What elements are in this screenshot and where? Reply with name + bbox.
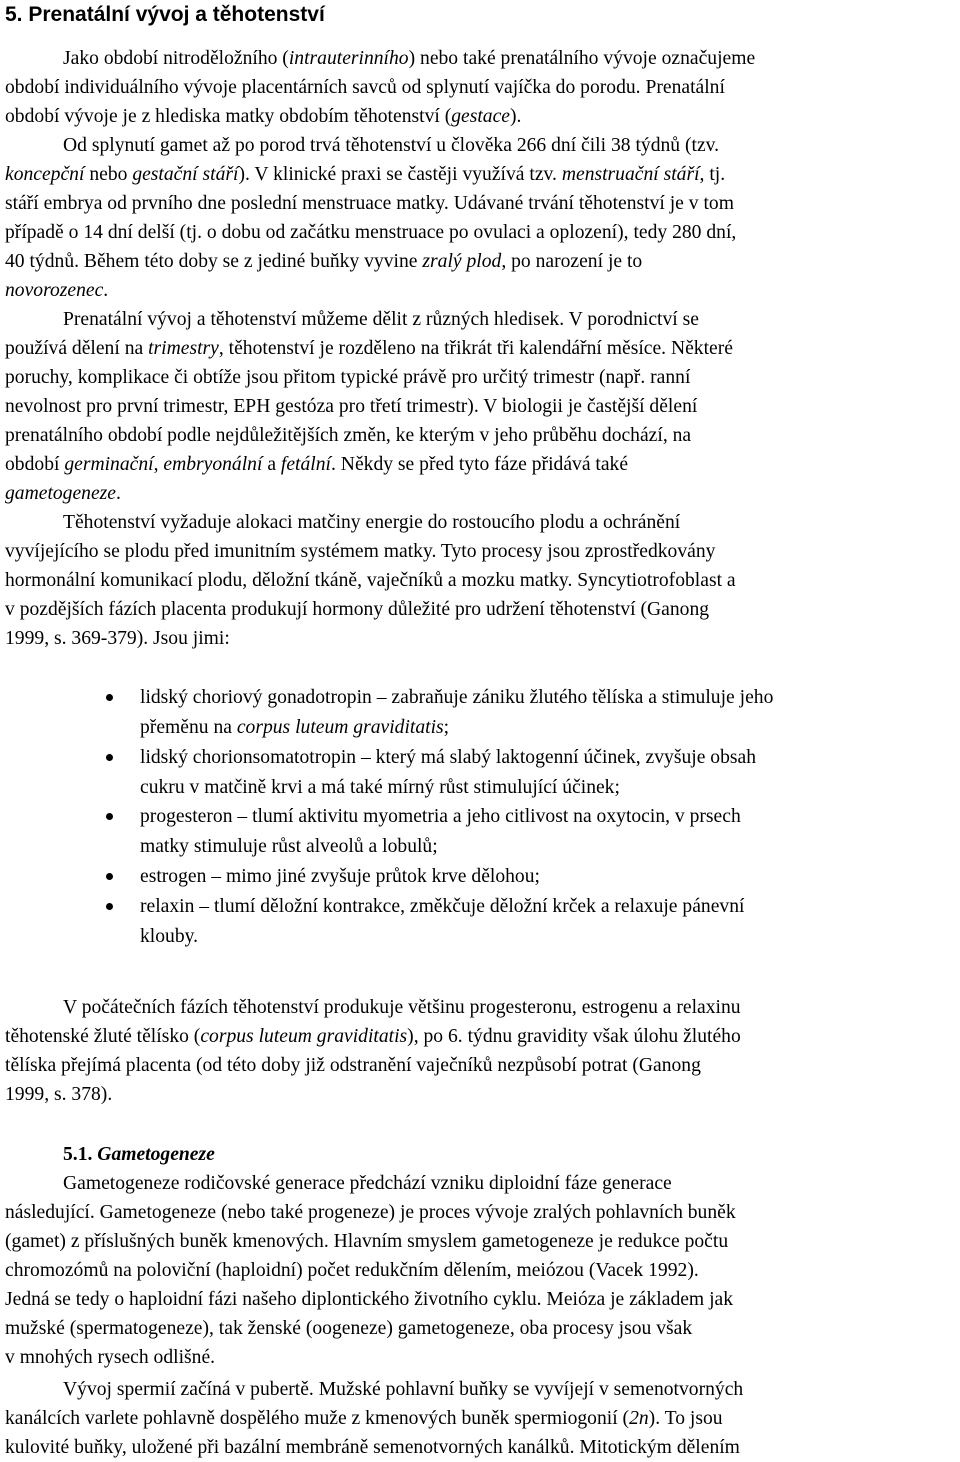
- text-run: přeměnu na: [140, 717, 237, 738]
- bullet-icon: [106, 754, 113, 761]
- bullet-icon: [106, 813, 113, 820]
- text-run: matky stimuluje růst alveolů a lobulů;: [140, 836, 438, 857]
- text-run: období vývoje je z hlediska matky obdobím těhotenství (: [5, 106, 452, 127]
- text-line: [5, 479, 121, 508]
- text-line: [5, 1404, 723, 1433]
- text-run: Prenatální vývoj a těhotenství můžeme dělit z různých hledisek. V porodnictví se: [63, 309, 699, 330]
- text-run: klouby.: [140, 926, 199, 947]
- text-run: (gamet) z příslušných buněk kmenových. Hlavním smyslem gametogeneze je redukce počtu: [5, 1231, 729, 1252]
- text-line: [5, 392, 697, 421]
- text-run: stáří embrya od prvního dne poslední menstruace matky. Udávané trvání těhotenství je v tom: [5, 193, 734, 214]
- text-line: [5, 160, 725, 189]
- text-run: lidský choriový gonadotropin – zabraňuje zániku žlutého tělíska a stimuluje jeho: [140, 687, 774, 708]
- italic-run: corpus luteum graviditatis: [236, 717, 444, 738]
- italic-run: embryonální: [163, 454, 263, 475]
- text-run: používá dělení na: [5, 338, 149, 359]
- text-line: [63, 508, 680, 537]
- section-heading: [63, 1140, 215, 1169]
- text-run: v mnohých rysech odlišné.: [5, 1347, 216, 1368]
- italic-run: gestační stáří: [132, 164, 239, 185]
- italic-run: gestace: [451, 106, 510, 127]
- text-run: Jedná se tedy o haploidní fázi našeho diplontického životního cyklu. Meióza je základem jak: [5, 1289, 734, 1310]
- italic-run: germinační: [64, 454, 154, 475]
- text-line: [63, 1375, 743, 1404]
- text-line: [5, 537, 715, 566]
- text-run: ), po 6. týdnu gravidity však úlohu žlutého: [407, 1026, 741, 1047]
- text-line: [5, 218, 736, 247]
- text-run: Od splynutí gamet až po porod trvá těhotenství u člověka 266 dní čili 38 týdnů (tzv.: [63, 135, 720, 156]
- list-item-line: [140, 832, 438, 861]
- list-item-line: [140, 862, 540, 891]
- text-run: 40 týdnů. Během této doby se z jediné buňky vyvine: [5, 251, 423, 272]
- italic-run: zralý plod: [422, 251, 502, 272]
- text-line: [5, 421, 691, 450]
- text-line: [5, 1256, 699, 1285]
- text-run: v pozdějších fázích placenta produkují hormony důležité pro udržení těhotenství (Ganong: [5, 599, 710, 620]
- text-line: [5, 73, 725, 102]
- text-line: [5, 1285, 733, 1314]
- italic-run: fetální: [280, 454, 331, 475]
- text-run: vyvíjejícího se plodu před imunitním systémem matky. Tyto procesy jsou zprostředkovány: [5, 541, 716, 562]
- text-line: [63, 305, 699, 334]
- list-item-line: [140, 713, 449, 742]
- text-run: Vývoj spermií začíná v pubertě. Mužské pohlavní buňky se vyvíjejí v semenotvorných: [63, 1379, 744, 1400]
- text-line: [5, 595, 709, 624]
- text-run: , těhotenství je rozděleno na třikrát tři kalendářní měsíce. Některé: [218, 338, 733, 359]
- text-run: .: [116, 483, 121, 504]
- italic-run: menstruační stáří: [561, 164, 700, 185]
- italic-run: corpus luteum graviditatis: [200, 1026, 408, 1047]
- text-line: [5, 1433, 740, 1462]
- chapter-heading: 5. Prenatální vývoj a těhotenství: [5, 3, 325, 26]
- list-item-line: [140, 802, 741, 831]
- text-run: období: [5, 454, 65, 475]
- text-line: [5, 247, 642, 276]
- text-run: období individuálního vývoje placentárních savců od splynutí vajíčka do porodu. Prenatální: [5, 77, 725, 98]
- italic-run: intrauterinního: [288, 48, 409, 69]
- text-line: [5, 276, 108, 305]
- text-run: ;: [443, 717, 450, 738]
- list-item-line: [140, 922, 198, 951]
- text-line: [5, 189, 734, 218]
- text-line: [63, 44, 755, 73]
- text-run: 1999, s. 369-379). Jsou jimi:: [5, 628, 230, 649]
- text-run: nebo: [84, 164, 133, 185]
- text-run: následující. Gametogeneze (nebo také progeneze) je proces vývoje zralých pohlavních buněk: [5, 1202, 736, 1223]
- text-run: ). V klinické praxi se častěji využívá tzv.: [238, 164, 562, 185]
- bullet-icon: [106, 694, 113, 701]
- text-run: . Někdy se před tyto fáze přidává také: [331, 454, 629, 475]
- text-run: Těhotenství vyžaduje alokaci matčiny energie do rostoucího plodu a ochránění: [63, 512, 681, 533]
- text-run: estrogen – mimo jiné zvyšuje průtok krve dělohou;: [140, 866, 540, 887]
- text-run: Jako období nitroděložního (: [63, 48, 289, 69]
- text-run: a: [262, 454, 281, 475]
- text-line: [5, 450, 628, 479]
- text-run: hormonální komunikací plodu, děložní tkáně, vaječníků a mozku matky. Syncytiotrofoblast a: [5, 570, 736, 591]
- text-run: prenatálního období podle nejdůležitějších změn, ke kterým v jeho průběhu dochází, na: [5, 425, 692, 446]
- text-line: [63, 1169, 672, 1198]
- italic-run: 2n: [629, 1408, 649, 1429]
- text-run: případě o 14 dní delší (tj. o dobu od začátku menstruace po ovulaci a oplození), tedy 280 dní,: [5, 222, 737, 243]
- text-run: .: [103, 280, 109, 301]
- text-line: [5, 334, 733, 363]
- text-run: ) nebo také prenatálního vývoje označujeme: [408, 48, 756, 69]
- italic-run: novorozenec: [5, 280, 104, 301]
- text-run: V počátečních fázích těhotenství produkuje většinu progesteronu, estrogenu a relaxinu: [63, 997, 741, 1018]
- text-run: ). To jsou: [648, 1408, 723, 1429]
- text-run: kulovité buňky, uložené při bazální membráně semenotvorných kanálků. Mitotickým dělením: [5, 1437, 740, 1458]
- bullet-icon: [106, 873, 113, 880]
- text-run: chromozómů na poloviční (haploidní) počet redukčním dělením, meiózou (Vacek 1992).: [5, 1260, 699, 1281]
- bullet-icon: [106, 903, 113, 910]
- text-run: Gametogeneze rodičovské generace předchází vzniku diploidní fáze generace: [63, 1173, 672, 1194]
- list-item-line: [140, 683, 773, 712]
- text-run: relaxin – tlumí děložní kontrakce, změkčuje děložní krček a relaxuje pánevní: [140, 896, 745, 917]
- text-line: [5, 363, 690, 392]
- text-line: [5, 1051, 701, 1080]
- text-line: [5, 1314, 692, 1343]
- text-run: tělíska přejímá placenta (od této doby již odstranění vaječníků nezpůsobí potrat (Ganong: [5, 1055, 701, 1076]
- italic-run: trimestry: [148, 338, 219, 359]
- text-run: , tj.: [699, 164, 726, 185]
- text-run: , po narození je to: [501, 251, 643, 272]
- text-line: [5, 1080, 112, 1109]
- text-line: [63, 993, 741, 1022]
- italic-run: koncepční: [5, 164, 85, 185]
- text-run: progesteron – tlumí aktivitu myometria a jeho citlivost na oxytocin, v prsech: [140, 806, 741, 827]
- text-run: ,: [153, 454, 164, 475]
- text-run: nevolnost pro první trimestr, EPH gestóza pro třetí trimestr). V biologii je častější dělení: [5, 396, 698, 417]
- text-run: 1999, s. 378).: [5, 1084, 113, 1105]
- italic-run: gametogeneze: [5, 483, 116, 504]
- text-line: [5, 624, 230, 653]
- text-line: [5, 1198, 736, 1227]
- section-title: Gametogeneze: [97, 1144, 215, 1165]
- text-run: kanálcích varlete pohlavně dospělého muže z kmenových buněk spermiogonií (: [5, 1408, 630, 1429]
- list-item-line: [140, 892, 744, 921]
- text-run: mužské (spermatogeneze), tak ženské (oogeneze) gametogeneze, oba procesy jsou však: [5, 1318, 693, 1339]
- text-run: cukru v matčině krvi a má také mírný růst stimulující účinek;: [140, 777, 620, 798]
- text-run: ).: [510, 106, 522, 127]
- text-line: [5, 1227, 728, 1256]
- list-item-line: [140, 773, 620, 802]
- section-number: 5.1.: [63, 1144, 93, 1165]
- text-line: [5, 566, 736, 595]
- text-line: [63, 131, 719, 160]
- text-line: [5, 1343, 215, 1372]
- list-item-line: [140, 743, 756, 772]
- text-line: [5, 1022, 741, 1051]
- text-line: [5, 102, 521, 131]
- text-run: lidský chorionsomatotropin – který má slabý laktogenní účinek, zvyšuje obsah: [140, 747, 756, 768]
- text-run: poruchy, komplikace či obtíže jsou přitom typické právě pro určitý trimestr (např. ranní: [5, 367, 691, 388]
- text-run: těhotenské žluté tělísko (: [5, 1026, 201, 1047]
